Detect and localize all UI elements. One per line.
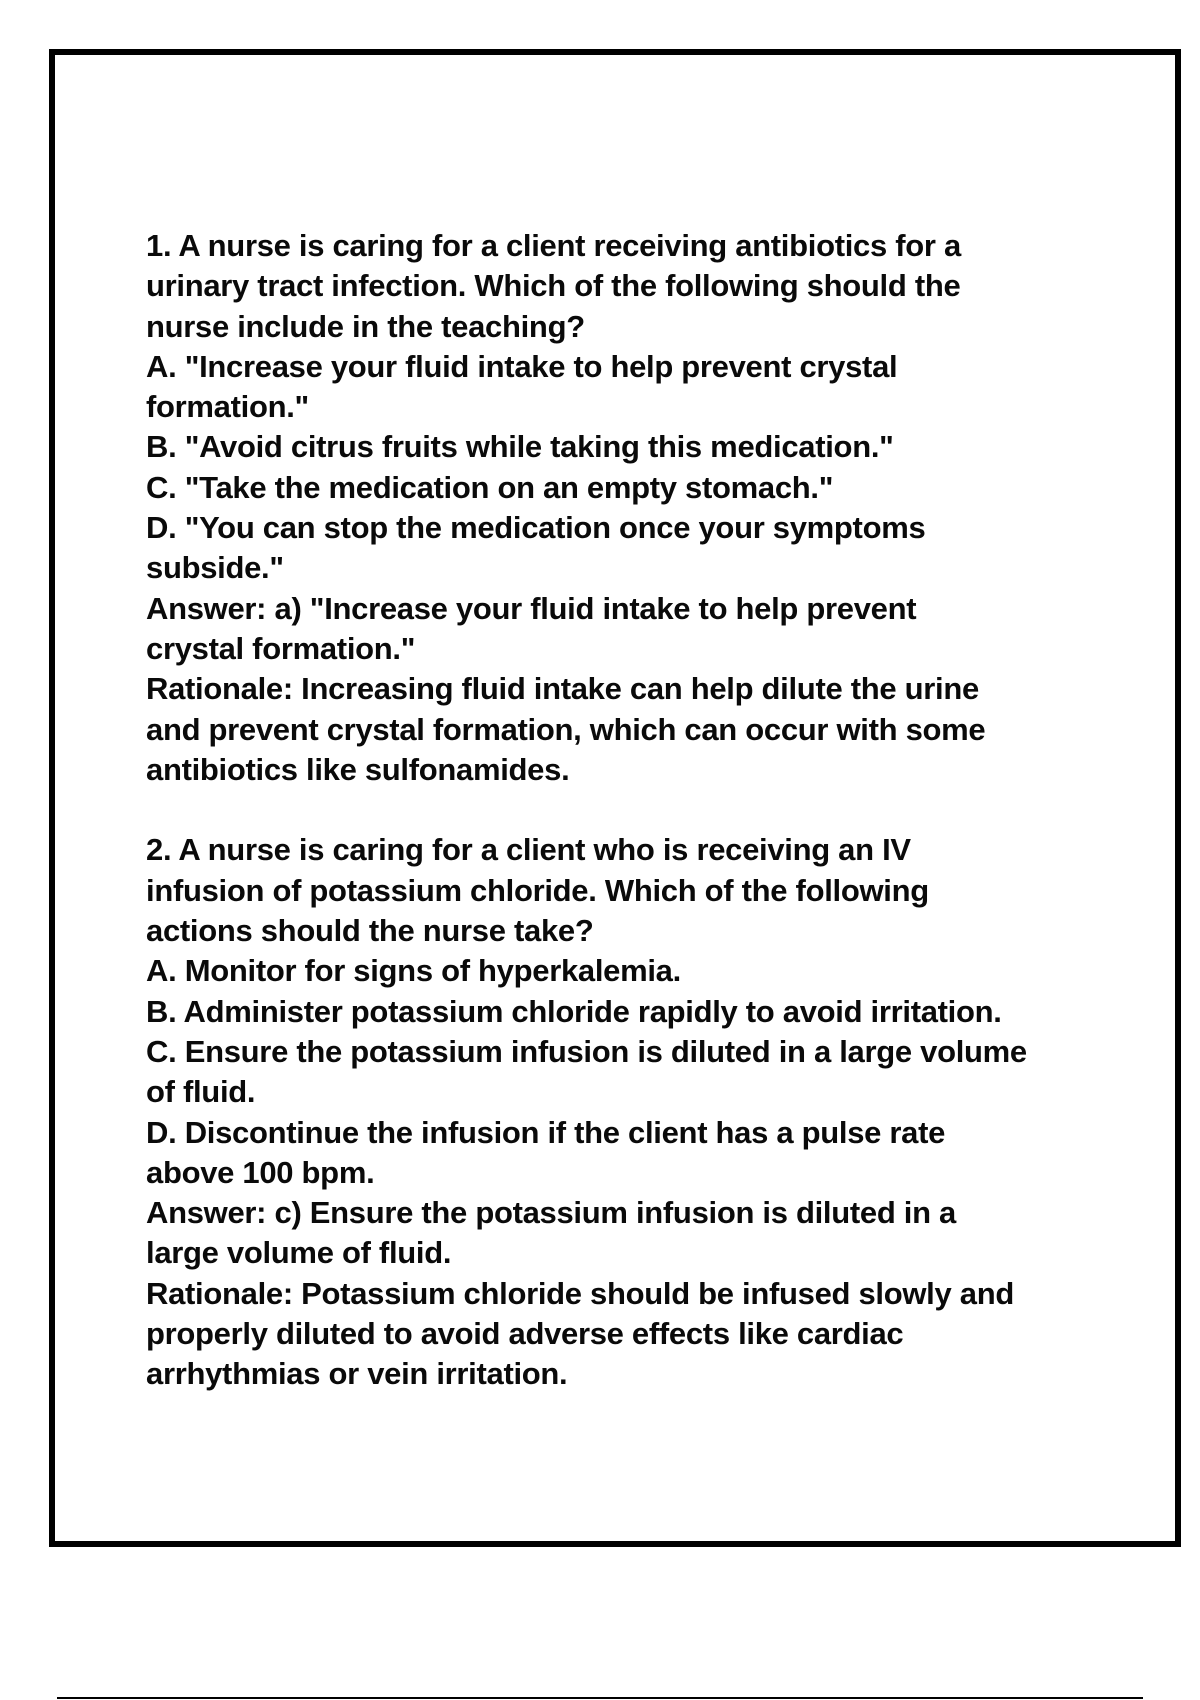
option-line: B. Administer potassium chloride rapidly to avoid irritation. (146, 993, 1002, 1029)
option-line: A. Monitor for signs of hyperkalemia. (146, 953, 681, 989)
rationale-line: and prevent crystal formation, which can occur with some (146, 711, 986, 747)
answer (146, 589, 1106, 670)
option-line: formation." (146, 389, 309, 425)
option-c (146, 468, 1106, 508)
option-d (146, 1113, 1106, 1194)
rationale-line: antibiotics like sulfonamides. (146, 751, 570, 787)
answer-line: Answer: c) Ensure the potassium infusion is diluted in a (146, 1195, 956, 1231)
answer-line: crystal formation." (146, 630, 416, 666)
rationale-line: arrhythmias or vein irritation. (146, 1356, 568, 1392)
rationale (146, 1274, 1106, 1395)
option-line: of fluid. (146, 1074, 256, 1110)
stem-line: urinary tract infection. Which of the following should the (146, 268, 961, 304)
question-2 (146, 830, 1106, 1394)
question-content (146, 226, 1106, 1395)
option-line: C. "Take the medication on an empty stomach." (146, 469, 834, 505)
option-line: C. Ensure the potassium infusion is diluted in a large volume (146, 1033, 1027, 1069)
stem-line: 2. A nurse is caring for a client who is receiving an IV (146, 832, 911, 868)
rationale-line: properly diluted to avoid adverse effects like cardiac (146, 1316, 904, 1352)
question-spacer (146, 790, 1106, 830)
option-c (146, 1032, 1106, 1113)
option-b (146, 992, 1106, 1032)
question-stem (146, 226, 1106, 347)
rationale-line: Rationale: Increasing fluid intake can help dilute the urine (146, 671, 979, 707)
option-line: subside." (146, 550, 284, 586)
answer-line: Answer: a) "Increase your fluid intake to help prevent (146, 590, 917, 626)
option-d (146, 508, 1106, 589)
stem-line: nurse include in the teaching? (146, 308, 585, 344)
answer-line: large volume of fluid. (146, 1235, 452, 1271)
option-line: D. "You can stop the medication once your symptoms (146, 510, 926, 546)
option-a (146, 347, 1106, 428)
stem-line: actions should the nurse take? (146, 913, 594, 949)
option-line: A. "Increase your fluid intake to help prevent crystal (146, 348, 898, 384)
option-a (146, 951, 1106, 991)
question-1 (146, 226, 1106, 790)
answer (146, 1193, 1106, 1274)
stem-line: infusion of potassium chloride. Which of the following (146, 872, 929, 908)
question-stem (146, 830, 1106, 951)
stem-line: 1. A nurse is caring for a client receiving antibiotics for a (146, 228, 961, 263)
option-line: D. Discontinue the infusion if the client has a pulse rate (146, 1114, 946, 1150)
rationale (146, 669, 1106, 790)
option-line: B. "Avoid citrus fruits while taking this medication." (146, 429, 894, 465)
option-b (146, 427, 1106, 467)
rationale-line: Rationale: Potassium chloride should be infused slowly and (146, 1275, 1014, 1311)
option-line: above 100 bpm. (146, 1154, 375, 1190)
footer-rule (57, 1697, 1143, 1699)
